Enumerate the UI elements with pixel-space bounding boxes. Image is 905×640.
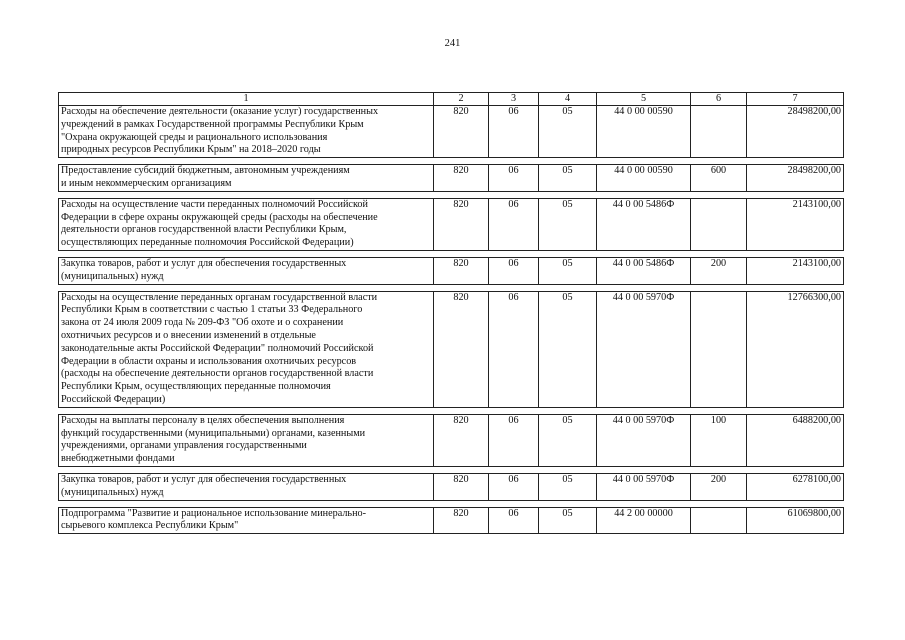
table-row	[59, 473, 844, 500]
expense-type-code	[691, 507, 747, 534]
gap-cell	[59, 158, 434, 165]
amount: 2143100,00	[747, 257, 844, 284]
expense-type-code: 100	[691, 414, 747, 466]
gap-cell	[539, 500, 597, 507]
expense-name-line: Российской Федерации)	[61, 393, 166, 405]
gap-cell	[489, 407, 539, 414]
gap-cell	[597, 191, 691, 198]
expense-type-code	[691, 198, 747, 250]
gap-cell	[747, 250, 844, 257]
gap-cell	[489, 500, 539, 507]
expense-name-line: Закупка товаров, работ и услуг для обеспечения государственных	[61, 257, 347, 269]
expense-name-line: сырьевого комплекса Республики Крым"	[61, 520, 239, 532]
amount: 12766300,00	[747, 291, 844, 407]
expense-name-line: функций государственными (муниципальными) органами, казенными	[61, 427, 366, 439]
expense-name-line: Предоставление субсидий бюджетным, автономным учреждениям	[61, 165, 350, 177]
section-code: 06	[489, 257, 539, 284]
section-code: 06	[489, 198, 539, 250]
expense-type-code	[691, 291, 747, 407]
table-row	[59, 507, 844, 534]
gap-cell	[539, 158, 597, 165]
expense-name-line: Республики Крым, осуществляющих переданные полномочия	[61, 381, 331, 393]
section-code: 06	[489, 414, 539, 466]
gap-cell	[539, 407, 597, 414]
gap-cell	[597, 284, 691, 291]
table-row	[59, 414, 844, 466]
expense-name-line: Расходы на осуществление переданных органам государственной власти	[61, 291, 378, 303]
gap-cell	[59, 407, 434, 414]
target-article-code: 44 2 00 00000	[597, 507, 691, 534]
expense-name-line: учреждений в рамках Государственной программы Республики Крым	[61, 118, 364, 130]
target-article-code: 44 0 00 00590	[597, 106, 691, 158]
gap-cell	[434, 158, 489, 165]
expense-name-line: деятельности органов государственной власти Республики Крым,	[61, 224, 347, 236]
expense-name-line: Федерации в области охраны и использования охотничьих ресурсов	[61, 355, 357, 367]
subsection-code: 05	[539, 165, 597, 192]
gap-cell	[691, 158, 747, 165]
subsection-code: 05	[539, 198, 597, 250]
gap-cell	[59, 500, 434, 507]
gap-cell	[489, 466, 539, 473]
expense-name	[59, 291, 434, 407]
budget-table	[58, 92, 844, 534]
section-code: 06	[489, 165, 539, 192]
gap-cell	[691, 500, 747, 507]
gap-cell	[747, 191, 844, 198]
expense-name-line: природных ресурсов Республики Крым" на 2018–2020 годы	[61, 144, 321, 156]
gap-cell	[747, 466, 844, 473]
expense-name	[59, 414, 434, 466]
column-header: 1	[59, 93, 434, 106]
table-row	[59, 165, 844, 192]
column-header: 5	[597, 93, 691, 106]
expense-name-line: (расходы на обеспечение деятельности органов государственной власти	[61, 368, 374, 380]
expense-name-line: Закупка товаров, работ и услуг для обеспечения государственных	[61, 473, 347, 485]
expense-name	[59, 106, 434, 158]
column-header: 6	[691, 93, 747, 106]
expense-type-code: 600	[691, 165, 747, 192]
row-gap	[59, 500, 844, 507]
gap-cell	[59, 250, 434, 257]
expense-type-code	[691, 106, 747, 158]
gap-cell	[489, 191, 539, 198]
target-article-code: 44 0 00 5970Ф	[597, 473, 691, 500]
section-code: 06	[489, 473, 539, 500]
expense-name-line: Подпрограмма "Развитие и рациональное использование минерально-	[61, 507, 367, 519]
column-header: 2	[434, 93, 489, 106]
row-gap	[59, 466, 844, 473]
gap-cell	[747, 500, 844, 507]
gap-cell	[691, 284, 747, 291]
column-header: 4	[539, 93, 597, 106]
gap-cell	[597, 500, 691, 507]
ministry-code: 820	[434, 257, 489, 284]
expense-name-line: (муниципальных) нужд	[61, 486, 164, 498]
target-article-code: 44 0 00 5486Ф	[597, 257, 691, 284]
target-article-code: 44 0 00 00590	[597, 165, 691, 192]
section-code: 06	[489, 291, 539, 407]
gap-cell	[539, 466, 597, 473]
subsection-code: 05	[539, 414, 597, 466]
amount: 2143100,00	[747, 198, 844, 250]
subsection-code: 05	[539, 507, 597, 534]
section-code: 06	[489, 106, 539, 158]
gap-cell	[434, 500, 489, 507]
gap-cell	[597, 158, 691, 165]
gap-cell	[489, 284, 539, 291]
gap-cell	[539, 284, 597, 291]
amount: 61069800,00	[747, 507, 844, 534]
amount: 6278100,00	[747, 473, 844, 500]
gap-cell	[434, 191, 489, 198]
expense-name-line: Федерации в сфере охраны окружающей среды (расходы на обеспечение	[61, 211, 378, 223]
ministry-code: 820	[434, 165, 489, 192]
expense-name	[59, 257, 434, 284]
expense-name	[59, 165, 434, 192]
gap-cell	[597, 466, 691, 473]
gap-cell	[539, 250, 597, 257]
row-gap	[59, 407, 844, 414]
expense-type-code: 200	[691, 257, 747, 284]
table-row	[59, 257, 844, 284]
table-row	[59, 198, 844, 250]
subsection-code: 05	[539, 473, 597, 500]
target-article-code: 44 0 00 5970Ф	[597, 291, 691, 407]
expense-name-line: Расходы на осуществление части переданных полномочий Российской	[61, 198, 368, 210]
ministry-code: 820	[434, 291, 489, 407]
gap-cell	[691, 407, 747, 414]
expense-name	[59, 473, 434, 500]
ministry-code: 820	[434, 198, 489, 250]
expense-name-line: и иным некоммерческим организациям	[61, 177, 232, 189]
expense-name-line: закона от 24 июля 2009 года № 209-ФЗ "Об охоте и о сохранении	[61, 317, 344, 329]
column-header: 7	[747, 93, 844, 106]
amount: 28498200,00	[747, 106, 844, 158]
gap-cell	[489, 158, 539, 165]
ministry-code: 820	[434, 106, 489, 158]
gap-cell	[747, 407, 844, 414]
amount: 6488200,00	[747, 414, 844, 466]
row-gap	[59, 191, 844, 198]
target-article-code: 44 0 00 5486Ф	[597, 198, 691, 250]
expense-name-line: законодательные акты Российской Федерации" полномочий Российской	[61, 342, 374, 354]
gap-cell	[597, 407, 691, 414]
gap-cell	[691, 250, 747, 257]
gap-cell	[434, 407, 489, 414]
gap-cell	[747, 158, 844, 165]
gap-cell	[489, 250, 539, 257]
gap-cell	[59, 284, 434, 291]
expense-name-line: Расходы на выплаты персоналу в целях обеспечения выполнения	[61, 414, 345, 426]
gap-cell	[59, 466, 434, 473]
expense-name-line: учреждениями, органами управления государственными	[61, 440, 307, 452]
expense-name-line: (муниципальных) нужд	[61, 270, 164, 282]
gap-cell	[434, 466, 489, 473]
row-gap	[59, 284, 844, 291]
expense-name-line: охотничьих ресурсов и о внесении изменений в отдельные	[61, 329, 316, 341]
page-number: 241	[444, 38, 461, 49]
ministry-code: 820	[434, 473, 489, 500]
gap-cell	[434, 284, 489, 291]
column-header: 3	[489, 93, 539, 106]
subsection-code: 05	[539, 106, 597, 158]
section-code: 06	[489, 507, 539, 534]
amount: 28498200,00	[747, 165, 844, 192]
subsection-code: 05	[539, 257, 597, 284]
table-row	[59, 291, 844, 407]
expense-name-line: внебюджетными фондами	[61, 453, 175, 465]
row-gap	[59, 250, 844, 257]
ministry-code: 820	[434, 414, 489, 466]
table-row	[59, 106, 844, 158]
expense-type-code: 200	[691, 473, 747, 500]
gap-cell	[59, 191, 434, 198]
expense-name	[59, 198, 434, 250]
expense-name-line: "Охрана окружающей среды и рационального использования	[61, 131, 328, 143]
table-body	[59, 106, 844, 534]
row-gap	[59, 158, 844, 165]
expense-name-line: Расходы на обеспечение деятельности (оказание услуг) государственных	[61, 106, 379, 117]
gap-cell	[691, 466, 747, 473]
gap-cell	[434, 250, 489, 257]
subsection-code: 05	[539, 291, 597, 407]
expense-name-line: Республики Крым в соответствии с частью 1 статьи 33 Федерального	[61, 304, 363, 316]
ministry-code: 820	[434, 507, 489, 534]
expense-name	[59, 507, 434, 534]
target-article-code: 44 0 00 5970Ф	[597, 414, 691, 466]
gap-cell	[691, 191, 747, 198]
gap-cell	[597, 250, 691, 257]
gap-cell	[747, 284, 844, 291]
header-row	[59, 93, 844, 106]
expense-name-line: осуществляющих переданные полномочия Российской Федерации)	[61, 237, 354, 249]
gap-cell	[539, 191, 597, 198]
